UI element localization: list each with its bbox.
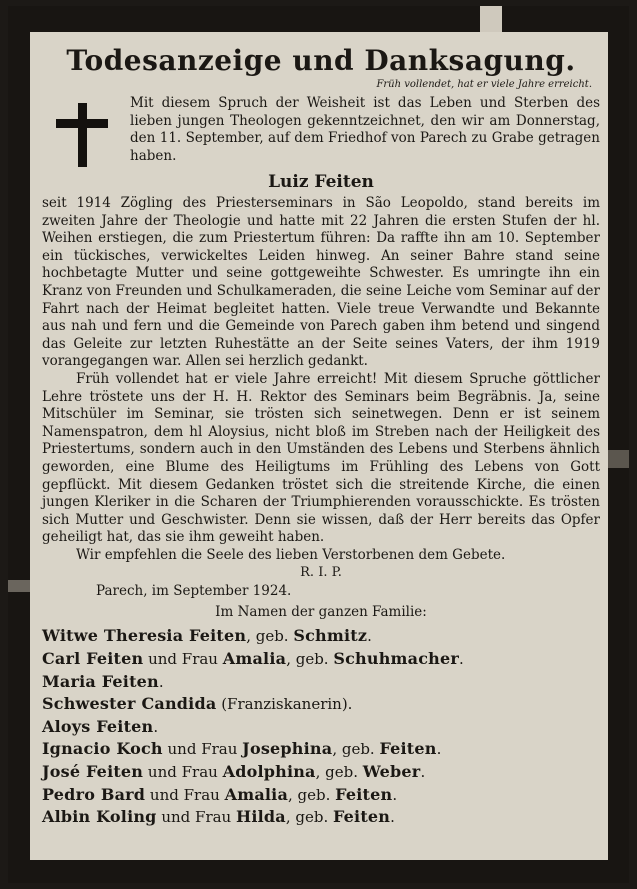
deceased-name: Luiz Feiten: [268, 172, 374, 192]
border-notch: [8, 580, 30, 592]
family-member: Ignacio Koch und Frau Josephina, geb. Feiten.: [42, 739, 442, 759]
motto: Früh vollendet, hat er viele Jahre erreicht.: [376, 79, 592, 90]
family-member: Pedro Bard und Frau Amalia, geb. Feiten.: [42, 784, 398, 804]
family-member: Witwe Theresia Feiten, geb. Schmitz.: [42, 626, 372, 646]
notice-paper: [30, 32, 608, 860]
family-list: [42, 625, 600, 828]
paragraph: Wir empfehlen die Seele des lieben Verstorbenen dem Gebete.: [76, 546, 506, 563]
family-intro: Im Namen der ganzen Familie:: [215, 604, 427, 621]
intro-section: [42, 95, 600, 169]
family-member: Albin Koling und Frau Hilda, geb. Feiten.: [42, 807, 395, 827]
border-notch: [608, 450, 629, 468]
rip-line: R. I. P.: [300, 565, 342, 581]
family-member: José Feiten und Frau Adolphina, geb. Weber.: [42, 762, 426, 782]
intro-text: Mit diesem Spruch der Weisheit ist das Leben und Sterben des lieben jungen Theologen gekenntzeichnet, den wir am Donnerstag, den 11. September, auf dem Friedhof von Parech zu Grabe getragen haben.: [130, 95, 600, 164]
notice-body: [42, 195, 600, 564]
family-member: Schwester Candida (Franziskanerin).: [42, 694, 353, 714]
notice-title: Todesanzeige und Danksagung.: [66, 44, 576, 77]
family-member: Aloys Feiten.: [42, 716, 159, 736]
family-member: Maria Feiten.: [42, 671, 164, 691]
paragraph: Früh vollendet hat er viele Jahre erreicht! Mit diesem Spruche göttlicher Lehre tröstete uns der H. H. Rektor des Seminars beim Begräbnis. Ja, seine Mitschüler im Seminar, sie trösten sich seinetwegen. Denn er ist seinem Namenspatron, dem hl Aloysius, nicht bloß im Streben nach der Heiligkeit des Priestertums, sondern auch in den Umständen des Lebens und Sterbens ähnlich geworden, eine Blume des Heiligtums im Frühling des Lebens von Gott gepflückt. Mit diesem Gedanken tröstet sich die streitende Kirche, die einen jungen Kleriker in die Scharen der Triumphierenden vorausschickte. Es trösten sich Mutter und Geschwister. Denn sie wissen, daß der Herr bereits das Opfer geheiligt hat, das sie ihm geweiht haben.: [42, 370, 600, 546]
paragraph: seit 1914 Zögling des Priesterseminars in São Leopoldo, stand bereits im zweiten Jahre der Theologie und hatte mit 22 Jahren die ersten Stufen der hl. Weihen erstiegen, die zum Priestertum führen: Da raffte ihn am 10. September ein tückisches, verwickeltes Leiden hinweg. An seiner Bahre stand seine hochbetagte Mutter und seine gottgeweihte Schwester. Es umringte ihn ein Kranz von Freunden und Schulkameraden, die seine Leiche vom Seminar auf der Fahrt nach der Heimat begleitet hatten. Viele treue Verwandte und Bekannte aus nah und fern und die Gemeinde von Parech gaben ihm betend und singend das Geleite zur letzten Ruhestätte an der Seite seines Vaters, der ihm 1919 vorangegangen war. Allen sei herzlich gedankt.: [42, 195, 600, 370]
family-member: Carl Feiten und Frau Amalia, geb. Schuhmacher.: [42, 649, 464, 669]
cross-icon: [56, 103, 108, 167]
place-date: Parech, im September 1924.: [96, 583, 292, 600]
border-notch: [480, 6, 502, 32]
